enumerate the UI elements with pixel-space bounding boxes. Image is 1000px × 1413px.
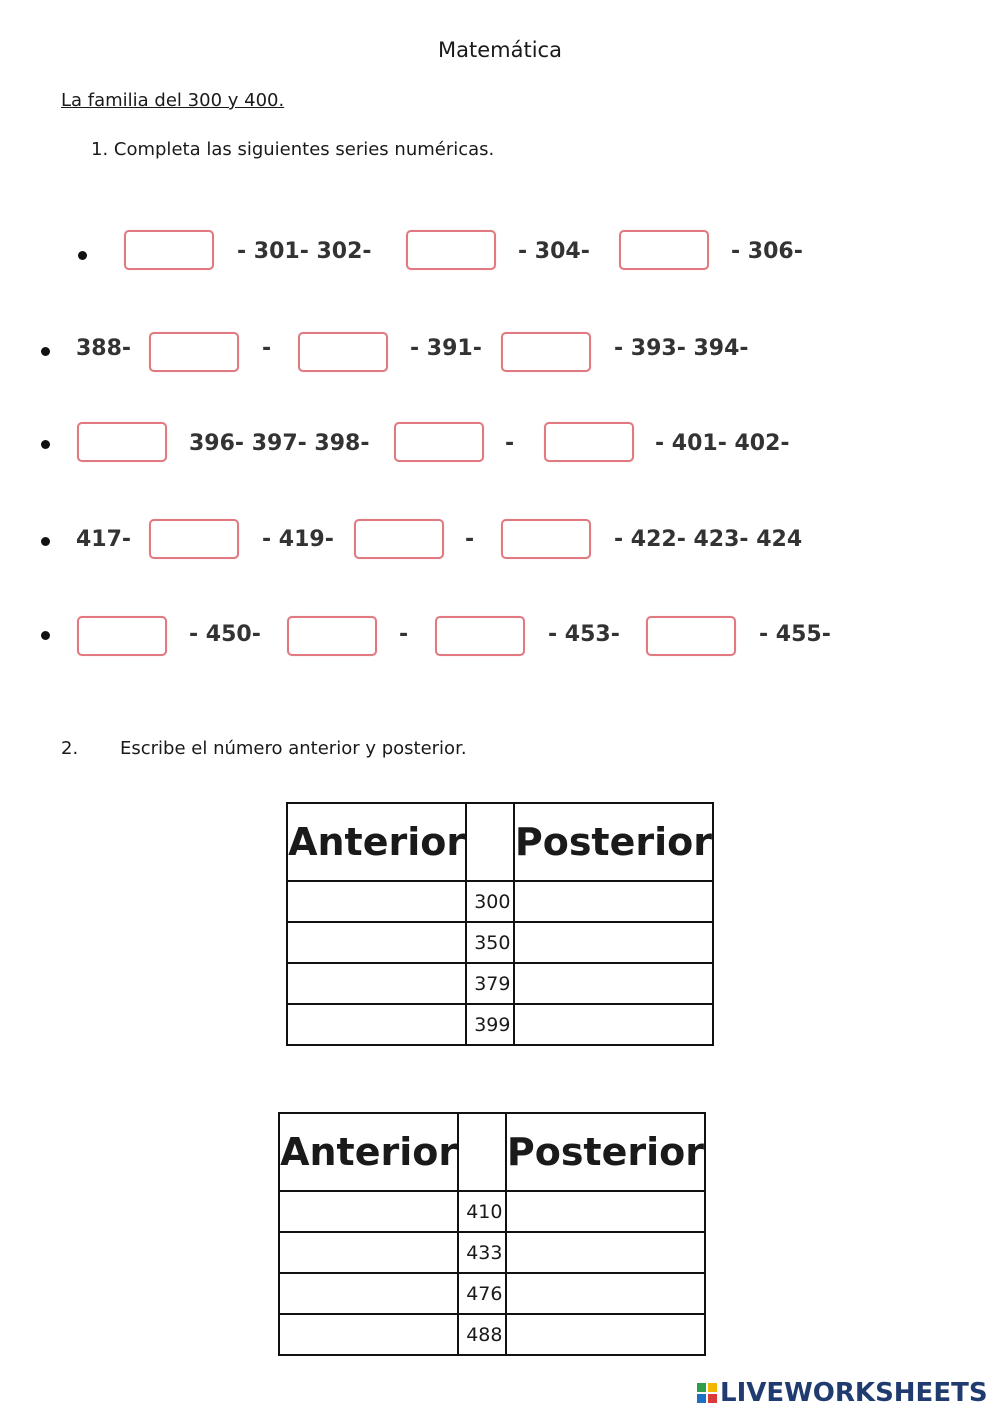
series-1-text-b: - 304-: [518, 239, 590, 264]
series-5-text-a: - 450-: [189, 622, 261, 647]
series-2-text-b: -: [262, 336, 272, 361]
series-2-text-a: 388-: [76, 336, 132, 361]
table-number: 350: [466, 922, 514, 963]
series-1-text-c: - 306-: [731, 239, 803, 264]
answer-input-2a[interactable]: [149, 332, 239, 372]
answer-input-2c[interactable]: [501, 332, 591, 372]
header-blank: [458, 1113, 506, 1191]
number-table-2: [278, 1112, 706, 1356]
anterior-cell[interactable]: [279, 1191, 458, 1232]
answer-input-4c[interactable]: [501, 519, 591, 559]
series-2-text-d: - 393- 394-: [614, 336, 749, 361]
section-subtitle: La familia del 300 y 400.: [61, 90, 285, 111]
question-1: 1. Completa las siguientes series numéricas.: [91, 139, 495, 160]
table-number: 476: [458, 1273, 506, 1314]
header-blank: [466, 803, 514, 881]
table-number: 488: [458, 1314, 506, 1355]
anterior-cell[interactable]: [279, 1273, 458, 1314]
bullet-icon: [41, 537, 50, 546]
series-3-text-c: - 401- 402-: [655, 431, 790, 456]
table-number: 379: [466, 963, 514, 1004]
answer-input-1a[interactable]: [124, 230, 214, 270]
header-anterior: Anterior: [279, 1113, 458, 1191]
anterior-cell[interactable]: [287, 922, 466, 963]
answer-input-3b[interactable]: [394, 422, 484, 462]
series-5-text-d: - 455-: [759, 622, 831, 647]
series-4-text-b: - 419-: [262, 527, 334, 552]
table-number: 399: [466, 1004, 514, 1045]
series-2-text-c: - 391-: [410, 336, 482, 361]
bullet-icon: [41, 347, 50, 356]
posterior-cell[interactable]: [506, 1273, 705, 1314]
bullet-icon: [41, 440, 50, 449]
answer-input-4a[interactable]: [149, 519, 239, 559]
series-3-text-a: 396- 397- 398-: [189, 431, 370, 456]
number-table-1: [286, 802, 714, 1046]
question-2-number: 2.: [61, 738, 79, 759]
posterior-cell[interactable]: [506, 1191, 705, 1232]
series-5-text-c: - 453-: [548, 622, 620, 647]
header-posterior: Posterior: [506, 1113, 705, 1191]
posterior-cell[interactable]: [514, 881, 713, 922]
header-posterior: Posterior: [514, 803, 713, 881]
answer-input-3a[interactable]: [77, 422, 167, 462]
posterior-cell[interactable]: [514, 1004, 713, 1045]
anterior-cell[interactable]: [279, 1314, 458, 1355]
table-number: 410: [458, 1191, 506, 1232]
table-number: 433: [458, 1232, 506, 1273]
anterior-cell[interactable]: [287, 1004, 466, 1045]
bullet-icon: [41, 631, 50, 640]
series-4-text-c: -: [465, 527, 475, 552]
answer-input-4b[interactable]: [354, 519, 444, 559]
anterior-cell[interactable]: [287, 963, 466, 1004]
posterior-cell[interactable]: [514, 963, 713, 1004]
answer-input-1b[interactable]: [406, 230, 496, 270]
answer-input-5c[interactable]: [435, 616, 525, 656]
page-title: Matemática: [438, 38, 562, 62]
answer-input-5d[interactable]: [646, 616, 736, 656]
series-4-text-a: 417-: [76, 527, 132, 552]
posterior-cell[interactable]: [514, 922, 713, 963]
question-2: Escribe el número anterior y posterior.: [120, 738, 467, 759]
answer-input-5a[interactable]: [77, 616, 167, 656]
anterior-cell[interactable]: [279, 1232, 458, 1273]
bullet-icon: [78, 251, 87, 260]
series-4-text-d: - 422- 423- 424: [614, 527, 803, 552]
table-number: 300: [466, 881, 514, 922]
posterior-cell[interactable]: [506, 1232, 705, 1273]
series-1-text-a: - 301- 302-: [237, 239, 372, 264]
series-5-text-b: -: [399, 622, 409, 647]
answer-input-1c[interactable]: [619, 230, 709, 270]
logo-text: LIVEWORKSHEETS: [720, 1378, 988, 1408]
posterior-cell[interactable]: [506, 1314, 705, 1355]
header-anterior: Anterior: [287, 803, 466, 881]
answer-input-2b[interactable]: [298, 332, 388, 372]
liveworksheets-logo-icon: [697, 1383, 717, 1403]
anterior-cell[interactable]: [287, 881, 466, 922]
answer-input-3c[interactable]: [544, 422, 634, 462]
series-3-text-b: -: [505, 431, 515, 456]
liveworksheets-logo: [697, 1378, 988, 1408]
answer-input-5b[interactable]: [287, 616, 377, 656]
